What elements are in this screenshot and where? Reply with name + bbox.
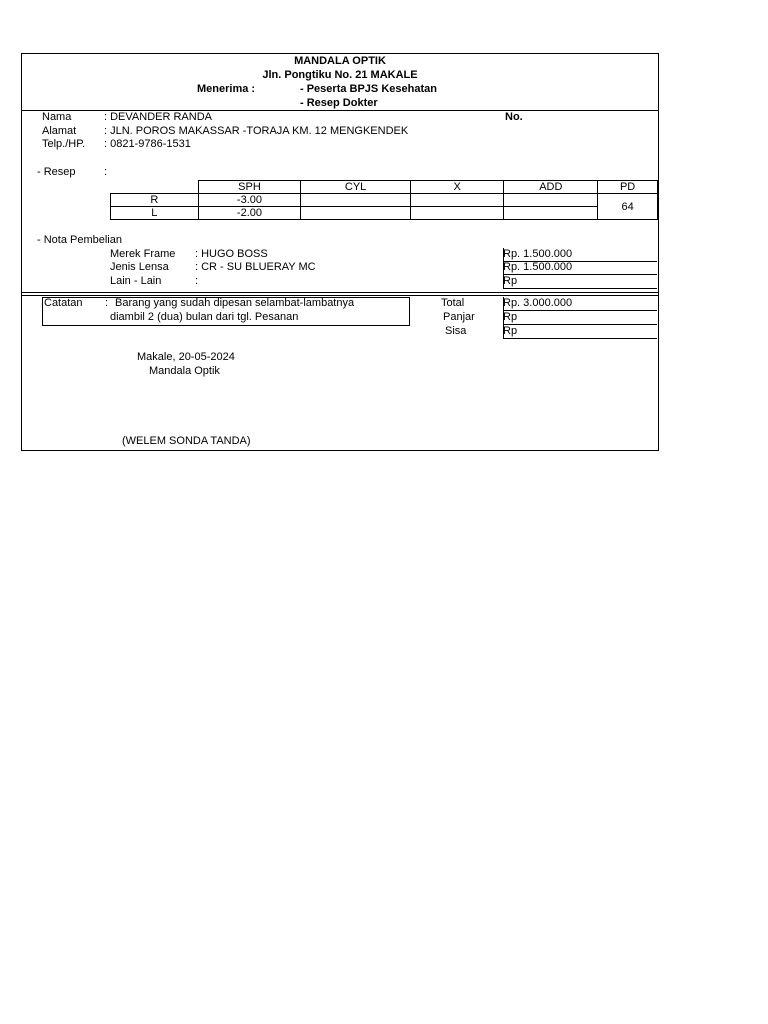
add-left bbox=[504, 207, 598, 220]
phone-label: Telp./HP. bbox=[42, 138, 86, 150]
signature-company: Mandala Optik bbox=[149, 365, 220, 377]
other-value: : bbox=[195, 275, 199, 287]
note-line-2: diambil 2 (dua) bulan dari tgl. Pesanan bbox=[110, 311, 299, 323]
down-payment-value: Rp bbox=[503, 311, 657, 325]
sph-right: -3.00 bbox=[198, 194, 301, 207]
phone-value: : 0821-9786-1531 bbox=[104, 138, 191, 150]
note-colon: : bbox=[105, 297, 109, 309]
signer-name: (WELEM SONDA TANDA) bbox=[122, 435, 251, 447]
blank-header-cell bbox=[111, 181, 199, 194]
x-left bbox=[410, 207, 504, 220]
address-label: Alamat bbox=[42, 125, 77, 137]
prescription-label: - Resep bbox=[37, 166, 76, 178]
down-payment-label: Panjar bbox=[443, 311, 475, 323]
frame-brand-value: : HUGO BOSS bbox=[195, 248, 268, 260]
total-label: Total bbox=[441, 297, 465, 309]
total-value: Rp. 3.000.000 bbox=[503, 297, 657, 311]
totals-column-border bbox=[503, 297, 504, 339]
number-label: No. bbox=[505, 111, 523, 123]
balance-label: Sisa bbox=[445, 325, 467, 337]
pd-value: 64 bbox=[598, 194, 658, 220]
x-right bbox=[410, 194, 504, 207]
other-label: Lain - Lain bbox=[110, 275, 162, 287]
frame-price: Rp. 1.500.000 bbox=[503, 248, 657, 262]
lens-type-value: : CR - SU BLUERAY MC bbox=[195, 261, 316, 273]
prescription-row-left bbox=[111, 207, 658, 220]
header-x: X bbox=[410, 181, 504, 194]
cyl-right bbox=[301, 194, 411, 207]
add-right bbox=[504, 194, 598, 207]
note-label: Catatan bbox=[44, 297, 83, 309]
lens-type-label: Jenis Lensa bbox=[110, 261, 169, 273]
eye-left: L bbox=[111, 207, 199, 220]
address-value: : JLN. POROS MAKASSAR -TORAJA KM. 12 MENGKENDEK bbox=[104, 125, 409, 137]
balance-value: Rp bbox=[503, 325, 657, 339]
other-price: Rp bbox=[503, 275, 657, 289]
receipt-form bbox=[21, 53, 659, 451]
place-date: Makale, 20-05-2024 bbox=[137, 351, 235, 363]
totals-divider-bottom bbox=[22, 295, 658, 296]
receives-item-bpjs: - Peserta BPJS Kesehatan bbox=[300, 83, 437, 95]
header-pd: PD bbox=[598, 181, 658, 194]
prescription-colon: : bbox=[104, 166, 108, 178]
frame-brand-label: Merek Frame bbox=[110, 248, 176, 260]
prescription-header-row bbox=[111, 181, 658, 194]
shop-name: MANDALA OPTIK bbox=[294, 55, 386, 67]
totals-divider-top bbox=[22, 292, 658, 293]
eye-right: R bbox=[111, 194, 199, 207]
purchase-label: - Nota Pembelian bbox=[37, 234, 122, 246]
cyl-left bbox=[301, 207, 411, 220]
receives-item-prescription: - Resep Dokter bbox=[300, 97, 378, 109]
sph-left: -2.00 bbox=[198, 207, 301, 220]
header-sph: SPH bbox=[198, 181, 301, 194]
note-line-1: Barang yang sudah dipesan selambat-lambatnya bbox=[115, 297, 355, 309]
receives-label: Menerima : bbox=[197, 83, 256, 95]
shop-address: Jln. Pongtiku No. 21 MAKALE bbox=[262, 69, 418, 81]
header-add: ADD bbox=[504, 181, 598, 194]
prescription-row-right bbox=[111, 194, 658, 207]
prescription-table bbox=[110, 180, 658, 220]
header-cyl: CYL bbox=[301, 181, 411, 194]
name-label: Nama bbox=[42, 111, 72, 123]
price-column-border bbox=[503, 248, 504, 289]
name-value: : DEVANDER RANDA bbox=[104, 111, 212, 123]
lens-price: Rp. 1.500.000 bbox=[503, 261, 657, 275]
